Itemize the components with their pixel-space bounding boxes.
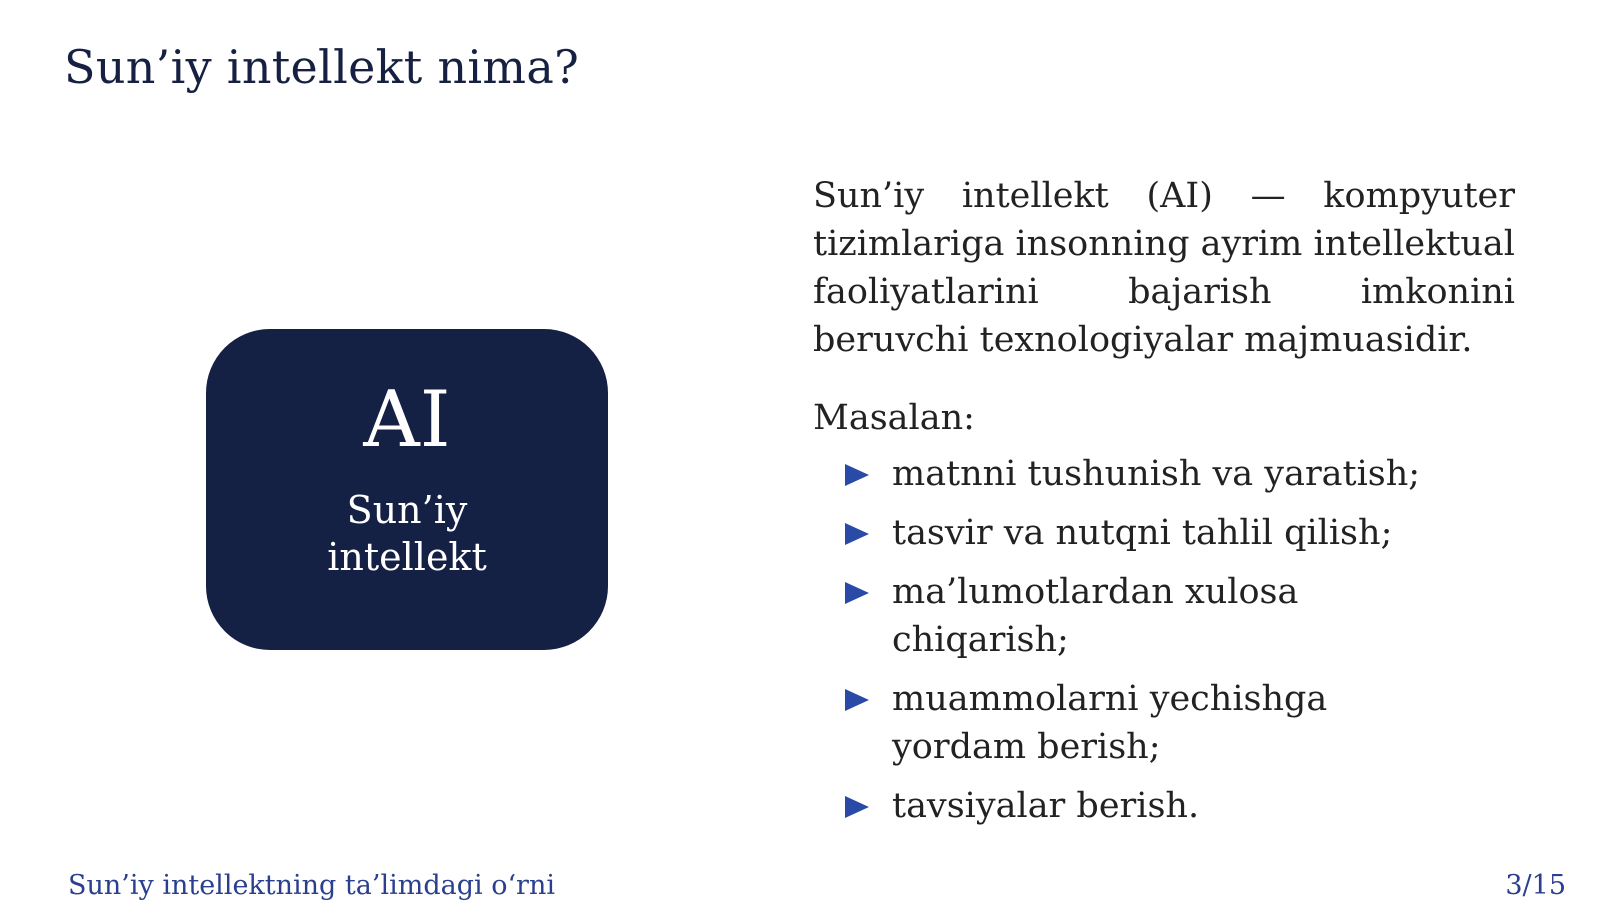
list-item-text: tasvir va nutqni tahlil qilish; <box>892 513 1393 553</box>
list-item-text: muammolarni yechishga yordam berish; <box>892 679 1328 767</box>
right-triangle-icon <box>845 523 869 545</box>
list-item-text: ma’lumotlardan xulosa chiqarish; <box>892 572 1299 660</box>
right-triangle-icon <box>845 689 869 711</box>
footer-presentation-title: Sun’iy intellektning ta’limdagi o‘rni <box>68 870 555 901</box>
list-item <box>813 782 1452 830</box>
definition-text: Sun’iy intellekt (AI) — kompyuter tizimlariga insonning ayrim intellektual faoliyatlarini bajarish imkonini beruvchi texnologiyalar majmuasidir. <box>813 176 1515 360</box>
examples-list <box>813 450 1515 830</box>
ai-badge-subtitle-line2: intellekt <box>327 535 487 579</box>
ai-badge-title: AI <box>363 375 451 465</box>
right-triangle-icon <box>845 796 869 818</box>
page-number: 3/15 <box>1505 870 1566 901</box>
ai-badge-subtitle <box>206 487 608 581</box>
list-item <box>813 509 1452 557</box>
ai-badge-subtitle-line1: Sun’iy <box>346 488 468 532</box>
right-triangle-icon <box>845 464 869 486</box>
list-item-text: matnni tushunish va yaratish; <box>892 454 1421 494</box>
list-item-text: tavsiyalar berish. <box>892 786 1200 826</box>
list-item <box>813 675 1452 771</box>
slide-content <box>813 172 1515 841</box>
examples-label: Masalan: <box>813 398 975 438</box>
slide-title: Sun’iy intellekt nima? <box>64 40 580 94</box>
list-item <box>813 568 1452 664</box>
ai-badge <box>206 329 608 650</box>
right-triangle-icon <box>845 582 869 604</box>
list-item <box>813 450 1452 498</box>
